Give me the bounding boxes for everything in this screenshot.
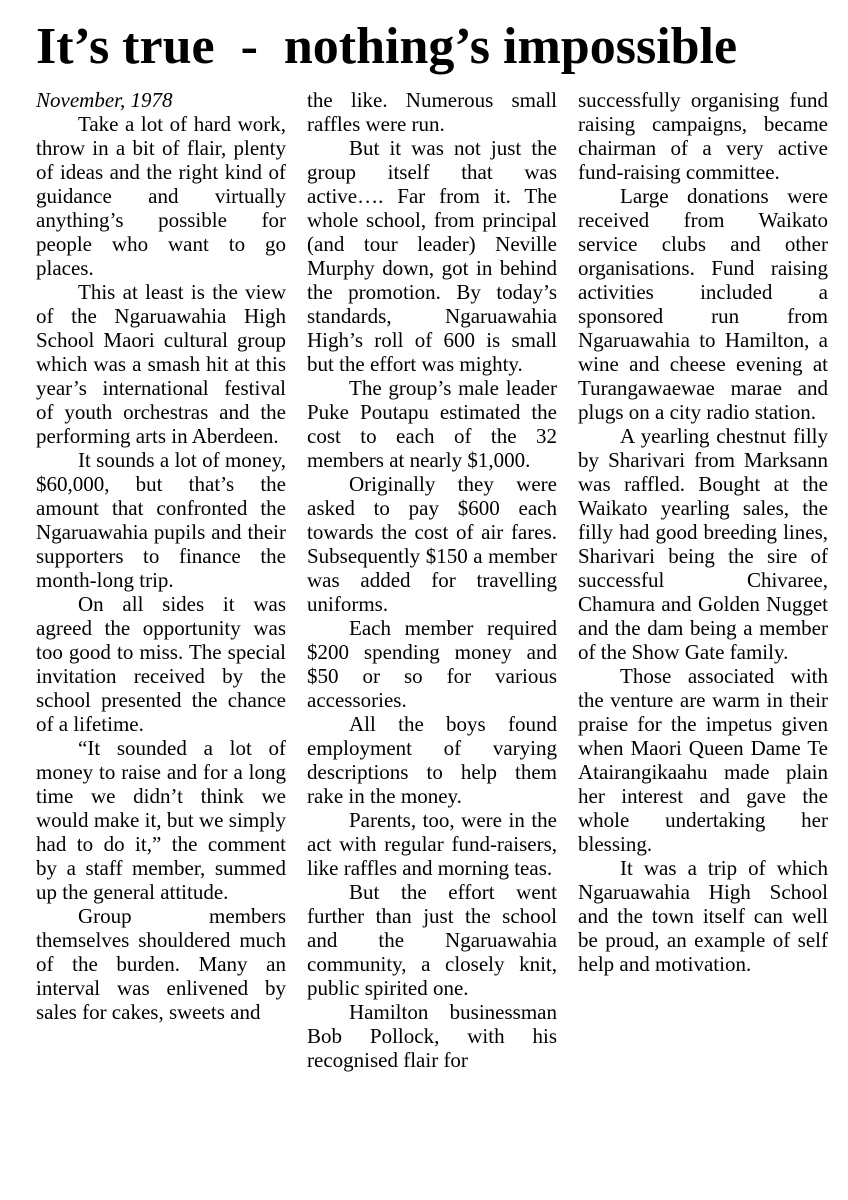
article-columns xyxy=(36,88,828,1072)
article-paragraph: All the boys found employment of varying descriptions to help them rake in the money. xyxy=(307,711,557,808)
article-paragraph: The group’s male leader Puke Poutapu estimated the cost to each of the 32 members at nearly $1,000. xyxy=(307,375,557,472)
article-paragraph: Take a lot of hard work, throw in a bit of flair, plenty of ideas and the right kind of guidance and virtually anything’s possible for people who want to go places. xyxy=(36,111,286,280)
article-paragraph: It sounds a lot of money, $60,000, but that’s the amount that confronted the Ngaruawahia pupils and their supporters to finance the month-long trip. xyxy=(36,447,286,592)
article-paragraph: Group members themselves shouldered much of the burden. Many an interval was enlivened by sales for cakes, sweets and xyxy=(36,903,286,1024)
article-column-2 xyxy=(307,88,557,1072)
article-paragraph: This at least is the view of the Ngaruawahia High School Maori cultural group which was a smash hit at this year’s international festival of youth orchestras and the performing arts in Aberdeen. xyxy=(36,279,286,448)
article-paragraph: successfully organising fund raising campaigns, became chairman of a very active fund-raising committee. xyxy=(578,87,828,184)
article-paragraph: A yearling chestnut filly by Sharivari from Marksann was raffled. Bought at the Waikato yearling sales, the filly had good breeding lines, Sharivari being the sire of successful Chivaree, Chamura and Golden Nugget and the dam being a member of the Show Gate family. xyxy=(578,423,828,664)
column-2-paragraphs xyxy=(307,88,557,1072)
column-3-paragraphs xyxy=(578,88,828,976)
article-paragraph: It was a trip of which Ngaruawahia High School and the town itself can well be proud, an example of self help and motivation. xyxy=(578,855,828,976)
article-paragraph: On all sides it was agreed the opportunity was too good to miss. The special invitation received by the school presented the chance of a lifetime. xyxy=(36,591,286,736)
article-paragraph: “It sounded a lot of money to raise and for a long time we didn’t think we would make it, but we simply had to do it,” the comment by a staff member, summed up the general attitude. xyxy=(36,735,286,904)
article-paragraph: Parents, too, were in the act with regular fund-raisers, like raffles and morning teas. xyxy=(307,807,557,880)
article-paragraph: Those associated with the venture are warm in their praise for the impetus given when Maori Queen Dame Te Atairangikaahu made plain her interest and gave the whole undertaking her blessing. xyxy=(578,663,828,856)
article-paragraph: But it was not just the group itself that was active…. Far from it. The whole school, from principal (and tour leader) Neville Murphy down, got in behind the promotion. By today’s standards, Ngaruawahia High’s roll of 600 is small but the effort was mighty. xyxy=(307,135,557,376)
article-paragraph: Large donations were received from Waikato service clubs and other organisations. Fund raising activities included a sponsored run from Ngaruawahia to Hamilton, a wine and cheese evening at Turangawaewae marae and plugs on a city radio station. xyxy=(578,183,828,424)
article-dateline: November, 1978 xyxy=(36,87,173,112)
article-column-3 xyxy=(578,88,828,976)
article-column-1 xyxy=(36,88,286,1024)
article-paragraph: But the effort went further than just the school and the Ngaruawahia community, a closely knit, public spirited one. xyxy=(307,879,557,1000)
column-1-paragraphs xyxy=(36,112,286,1024)
article-headline: It’s true - nothing’s impossible xyxy=(36,18,738,75)
article-paragraph: the like. Numerous small raffles were run. xyxy=(307,87,557,136)
article-paragraph: Originally they were asked to pay $600 each towards the cost of air fares. Subsequently $150 a member was added for travelling uniforms. xyxy=(307,471,557,616)
article-paragraph: Hamilton businessman Bob Pollock, with his recognised flair for xyxy=(307,999,557,1072)
article-paragraph: Each member required $200 spending money and $50 or so for various accessories. xyxy=(307,615,557,712)
